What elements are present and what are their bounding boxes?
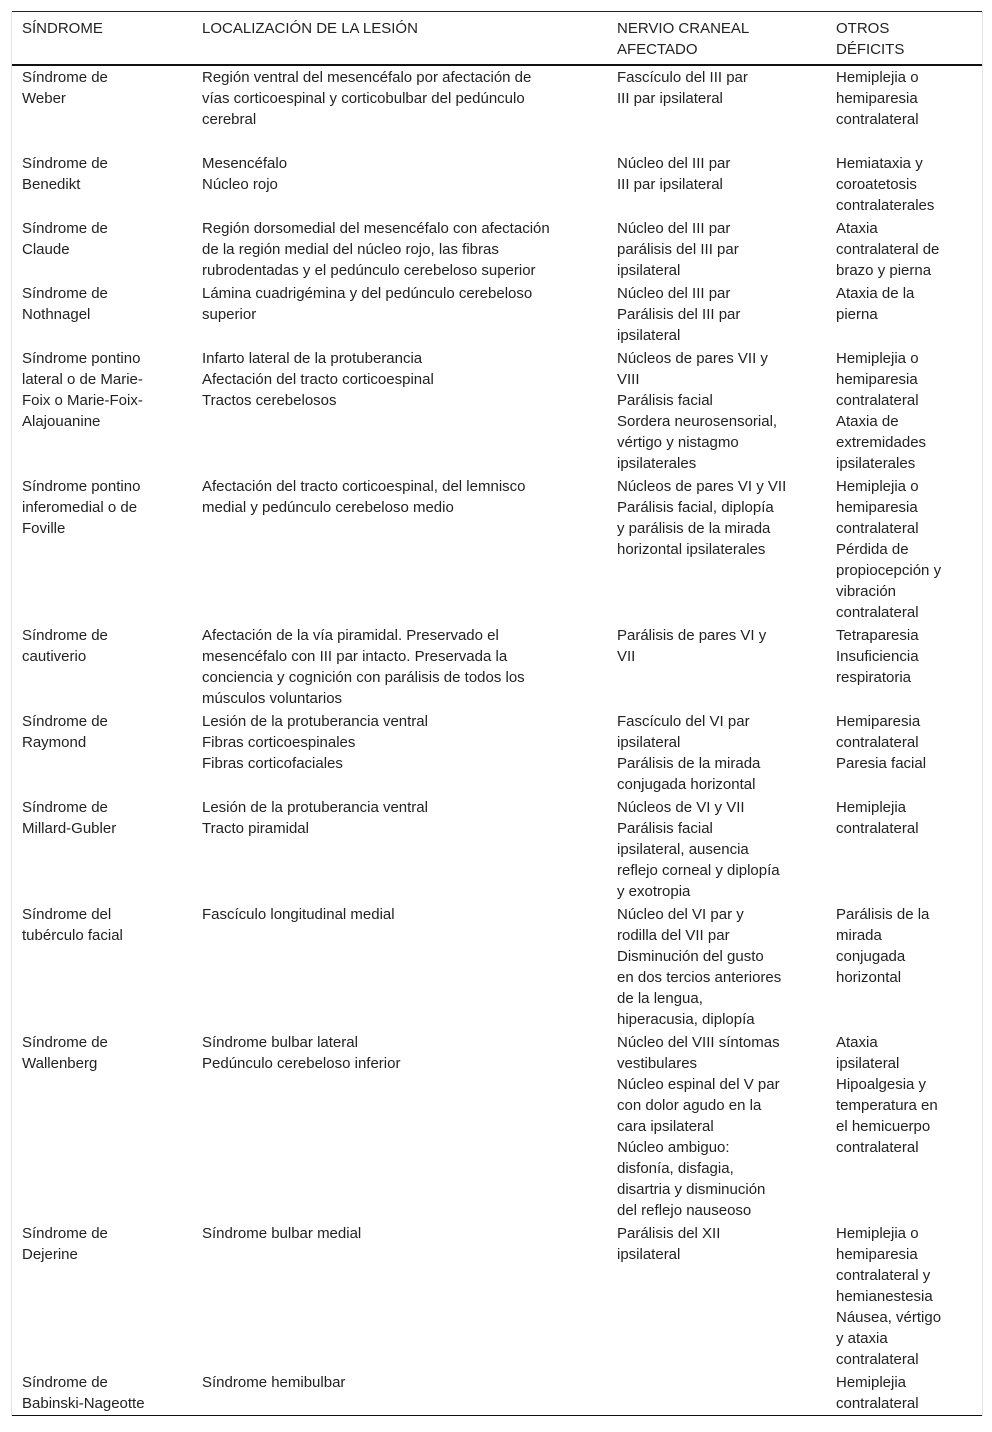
cell-other-deficits: Ataxia contralateral de brazo y pierna [836, 220, 940, 279]
cell-cranial-nerve [607, 1371, 826, 1416]
syndromes-table [12, 11, 982, 1416]
cell-cranial-nerve: Parálisis de pares VI y VII [617, 627, 767, 665]
cell-other-deficits: Hemiparesia contralateral Paresia facial [836, 713, 927, 772]
table-row [12, 217, 982, 282]
cell-other-deficits: Hemiplejia o hemiparesia contralateral Ataxia de extremidades ipsilaterales [836, 350, 927, 472]
cell-lesion-location: Mesencéfalo Núcleo rojo [202, 155, 288, 193]
cell-cranial-nerve: Parálisis del XII ipsilateral [617, 1225, 721, 1263]
table-row [12, 282, 982, 347]
cell-other-deficits: Ataxia ipsilateral Hipoalgesia y temperatura en el hemicuerpo contralateral [836, 1034, 938, 1156]
cell-lesion-location: Región ventral del mesencéfalo por afectación de vías corticoespinal y corticobulbar del pedúnculo cerebral [202, 69, 532, 128]
cell-syndrome: Síndrome de Wallenberg [22, 1034, 108, 1072]
cell-lesion-location: Lesión de la protuberancia ventral Tracto piramidal [202, 799, 428, 837]
cell-cranial-nerve: Núcleo del III par Parálisis del III par ipsilateral [617, 285, 741, 344]
cell-cranial-nerve: Fascículo del III par III par ipsilateral [617, 69, 748, 107]
table-row [12, 1031, 982, 1222]
table-row [12, 796, 982, 903]
cell-syndrome: Síndrome pontino lateral o de Marie- Foix o Marie-Foix- Alajouanine [22, 350, 143, 430]
cell-syndrome: Síndrome de Benedikt [22, 155, 108, 193]
cell-syndrome: Síndrome pontino inferomedial o de Foville [22, 478, 141, 537]
cell-lesion-location: Región dorsomedial del mesencéfalo con afectación de la región medial del núcleo rojo, las fibras rubrodentadas y el pedúnculo cerebeloso superior [202, 220, 550, 279]
cell-syndrome: Síndrome de cautiverio [22, 627, 108, 665]
cell-syndrome: Síndrome de Claude [22, 220, 108, 258]
table-row [12, 347, 982, 475]
cell-lesion-location: Lesión de la protuberancia ventral Fibras corticoespinales Fibras corticofaciales [202, 713, 428, 772]
cell-cranial-nerve: Fascículo del VI par ipsilateral Parálisis de la mirada conjugada horizontal [617, 713, 761, 793]
cell-lesion-location: Afectación del tracto corticoespinal, del lemnisco medial y pedúnculo cerebeloso medio [202, 478, 526, 516]
cell-syndrome: Síndrome del tubérculo facial [22, 906, 123, 944]
cell-other-deficits: Hemiplejia o hemiparesia contralateral [836, 69, 919, 128]
cell-cranial-nerve: Núcleo del III par III par ipsilateral [617, 155, 731, 193]
table-row [12, 624, 982, 710]
cell-syndrome: Síndrome de Dejerine [22, 1225, 108, 1263]
cell-other-deficits: Hemiplejia o hemiparesia contralateral Pérdida de propiocepción y vibración contralateral [836, 478, 942, 621]
header-cranial-nerve: NERVIO CRANEAL AFECTADO [617, 20, 750, 58]
header-other-deficits: OTROS DÉFICITS [836, 20, 905, 58]
cell-syndrome: Síndrome de Babinski-Nageotte [22, 1374, 145, 1412]
cell-lesion-location: Lámina cuadrigémina y del pedúnculo cerebeloso superior [202, 285, 533, 323]
table-row [12, 475, 982, 624]
header-syndrome: SÍNDROME [22, 20, 103, 37]
table-header-row [12, 12, 982, 66]
table-row [12, 903, 982, 1031]
cell-cranial-nerve: Núcleo del VI par y rodilla del VII par Disminución del gusto en dos tercios anteriores de la lengua, hiperacusia, diplopía [617, 906, 782, 1028]
cell-lesion-location: Síndrome bulbar medial [202, 1225, 362, 1242]
cell-cranial-nerve: Núcleos de pares VII y VIII Parálisis facial Sordera neurosensorial, vértigo y nistagmo ipsilaterales [617, 350, 778, 472]
cell-cranial-nerve: Núcleo del III par parálisis del III par ipsilateral [617, 220, 739, 279]
syndromes-table-container [11, 11, 983, 1416]
cell-cranial-nerve: Núcleos de pares VI y VII Parálisis facial, diplopía y parálisis de la mirada horizontal ipsilaterales [617, 478, 787, 558]
cell-other-deficits: Tetraparesia Insuficiencia respiratoria [836, 627, 919, 686]
header-lesion-location: LOCALIZACIÓN DE LA LESIÓN [202, 20, 418, 37]
cell-lesion-location: Síndrome bulbar lateral Pedúnculo cerebeloso inferior [202, 1034, 401, 1072]
cell-syndrome: Síndrome de Nothnagel [22, 285, 108, 323]
cell-syndrome: Síndrome de Raymond [22, 713, 108, 751]
cell-other-deficits: Hemiplejia contralateral [836, 799, 919, 837]
table-row [12, 1371, 982, 1416]
cell-lesion-location: Afectación de la vía piramidal. Preservado el mesencéfalo con III par intacto. Preservada la conciencia y cognición con parálisis de todos los músculos voluntarios [202, 627, 525, 707]
table-row [12, 710, 982, 796]
cell-other-deficits: Hemiataxia y coroatetosis contralaterales [836, 155, 935, 214]
cell-lesion-location: Síndrome hemibulbar [202, 1374, 346, 1391]
cell-cranial-nerve: Núcleos de VI y VII Parálisis facial ipsilateral, ausencia reflejo corneal y diplopía y exotropia [617, 799, 780, 900]
table-row [12, 65, 982, 152]
cell-syndrome: Síndrome de Millard-Gubler [22, 799, 117, 837]
cell-syndrome: Síndrome de Weber [22, 69, 108, 107]
cell-lesion-location: Infarto lateral de la protuberancia Afectación del tracto corticoespinal Tractos cerebelosos [202, 350, 434, 409]
table-row [12, 152, 982, 217]
cell-cranial-nerve: Núcleo del VIII síntomas vestibulares Núcleo espinal del V par con dolor agudo en la cara ipsilateral Núcleo ambiguo: disfonía, disfagia, disartria y disminución del reflejo nauseoso [617, 1034, 780, 1219]
cell-lesion-location: Fascículo longitudinal medial [202, 906, 395, 923]
cell-other-deficits: Ataxia de la pierna [836, 285, 915, 323]
cell-other-deficits: Parálisis de la mirada conjugada horizontal [836, 906, 930, 986]
cell-other-deficits: Hemiplejia contralateral [836, 1374, 919, 1412]
cell-other-deficits: Hemiplejia o hemiparesia contralateral y hemianestesia Náusea, vértigo y ataxia contralateral [836, 1225, 942, 1368]
table-row [12, 1222, 982, 1371]
